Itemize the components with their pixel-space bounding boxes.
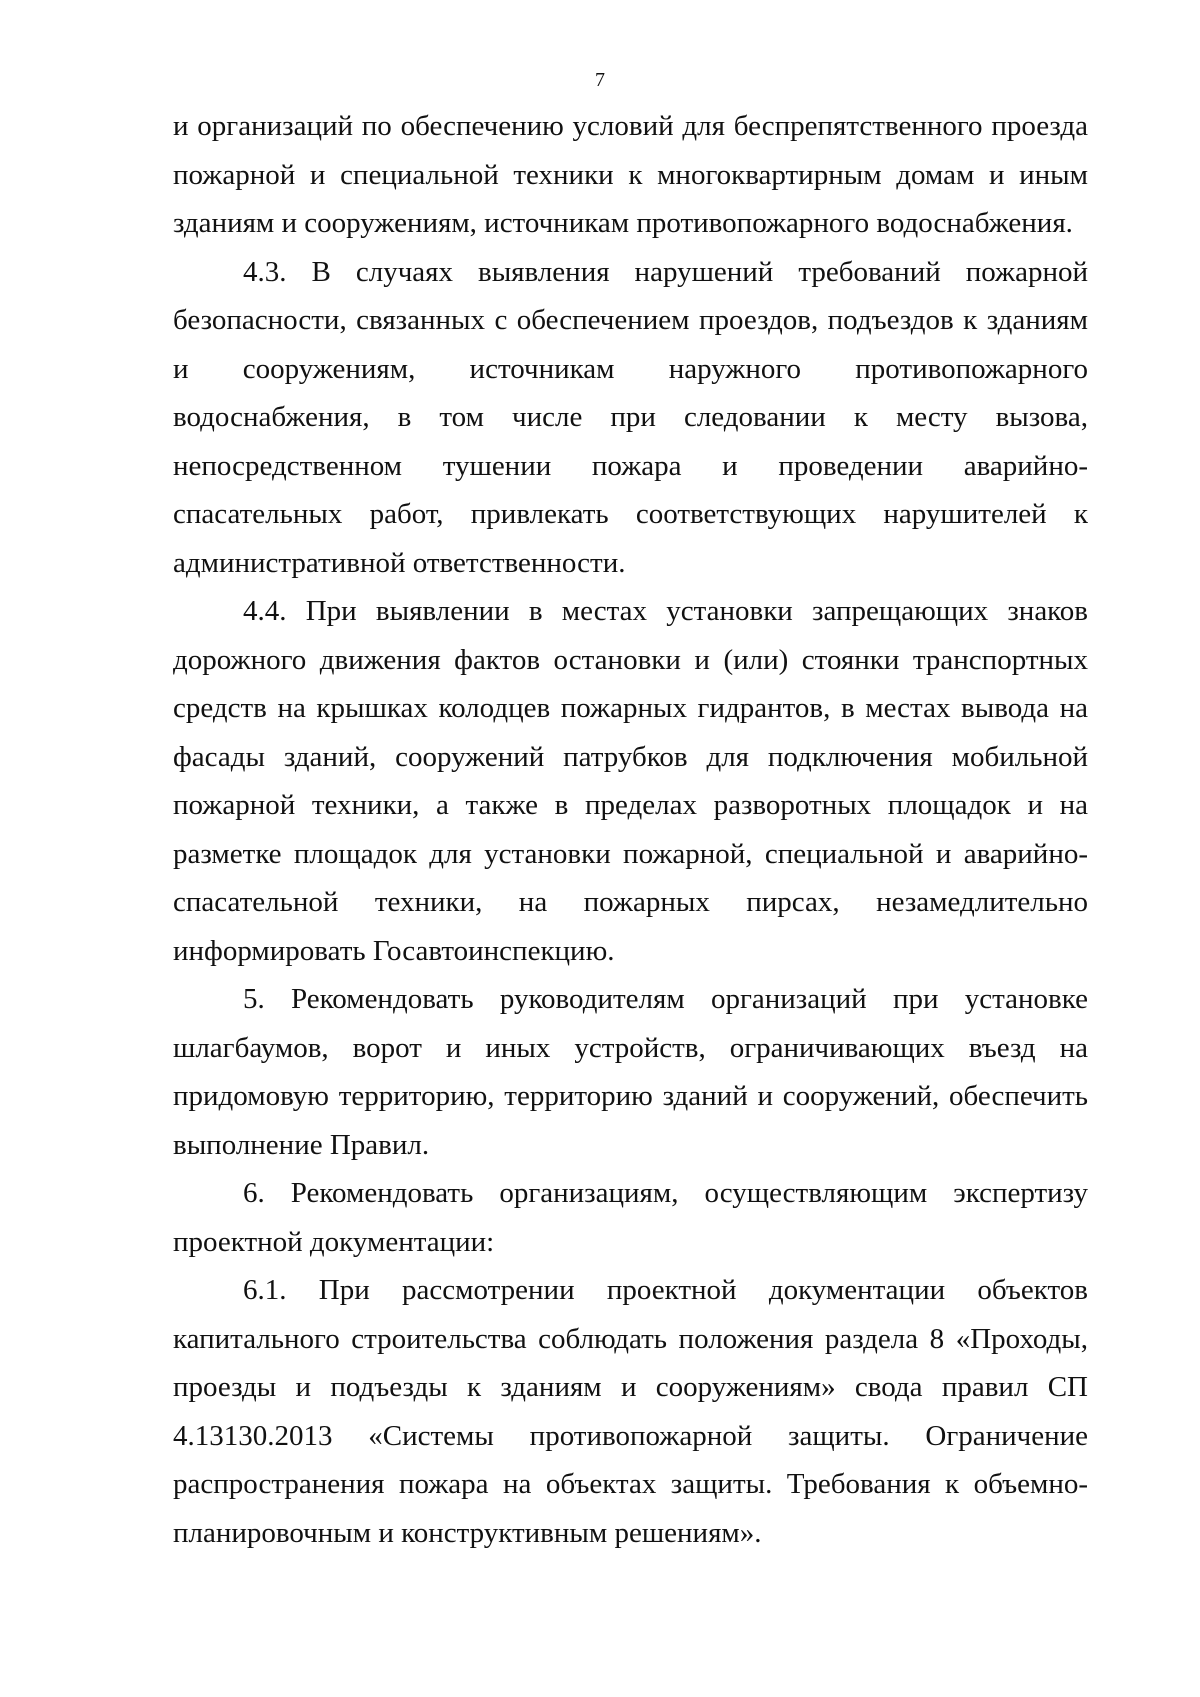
paragraph-continuation: и организаций по обеспечению условий для беспрепятственного проезда пожарной и специальной техники к многоквартирным домам и иным зданиям и сооружениям, источникам противопожарного водоснабжения. bbox=[173, 110, 1088, 239]
paragraph-6: 6. Рекомендовать организациям, осуществляющим экспертизу проектной документации: bbox=[173, 1177, 1088, 1258]
paragraph-6-1: 6.1. При рассмотрении проектной документации объектов капитального строительства соблюдать положения раздела 8 «Проходы, проезды и подъезды к зданиям и сооружениям» свода правил СП 4.13130.2013 «Системы противопожарной защиты. Ограничение распространения пожара на объектах защиты. Требования к объемно-планировочным и конструктивным решениям». bbox=[173, 1274, 1088, 1549]
page-number: 7 bbox=[595, 69, 605, 91]
paragraph-4-4: 4.4. При выявлении в местах установки запрещающих знаков дорожного движения фактов остановки и (или) стоянки транспортных средств на крышках колодцев пожарных гидрантов, в местах вывода на фасады зданий, сооружений патрубков для подключения мобильной пожарной техники, а также в пределах разворотных площадок и на разметке площадок для установки пожарной, специальной и аварийно-спасательной техники, на пожарных пирсах, незамедлительно информировать Госавтоинспекцию. bbox=[173, 595, 1088, 967]
paragraph-4-3: 4.3. В случаях выявления нарушений требований пожарной безопасности, связанных с обеспечением проездов, подъездов к зданиям и сооружениям, источникам наружного противопожарного водоснабжения, в том числе при следовании к месту вызова, непосредственном тушении пожара и проведении аварийно-спасательных работ, привлекать соответствующих нарушителей к административной ответственности. bbox=[173, 255, 1088, 579]
document-body bbox=[173, 102, 1088, 1557]
paragraph-5: 5. Рекомендовать руководителям организаций при установке шлагбаумов, ворот и иных устройств, ограничивающих въезд на придомовую территорию, территорию зданий и сооружений, обеспечить выполнение Правил. bbox=[173, 983, 1088, 1161]
